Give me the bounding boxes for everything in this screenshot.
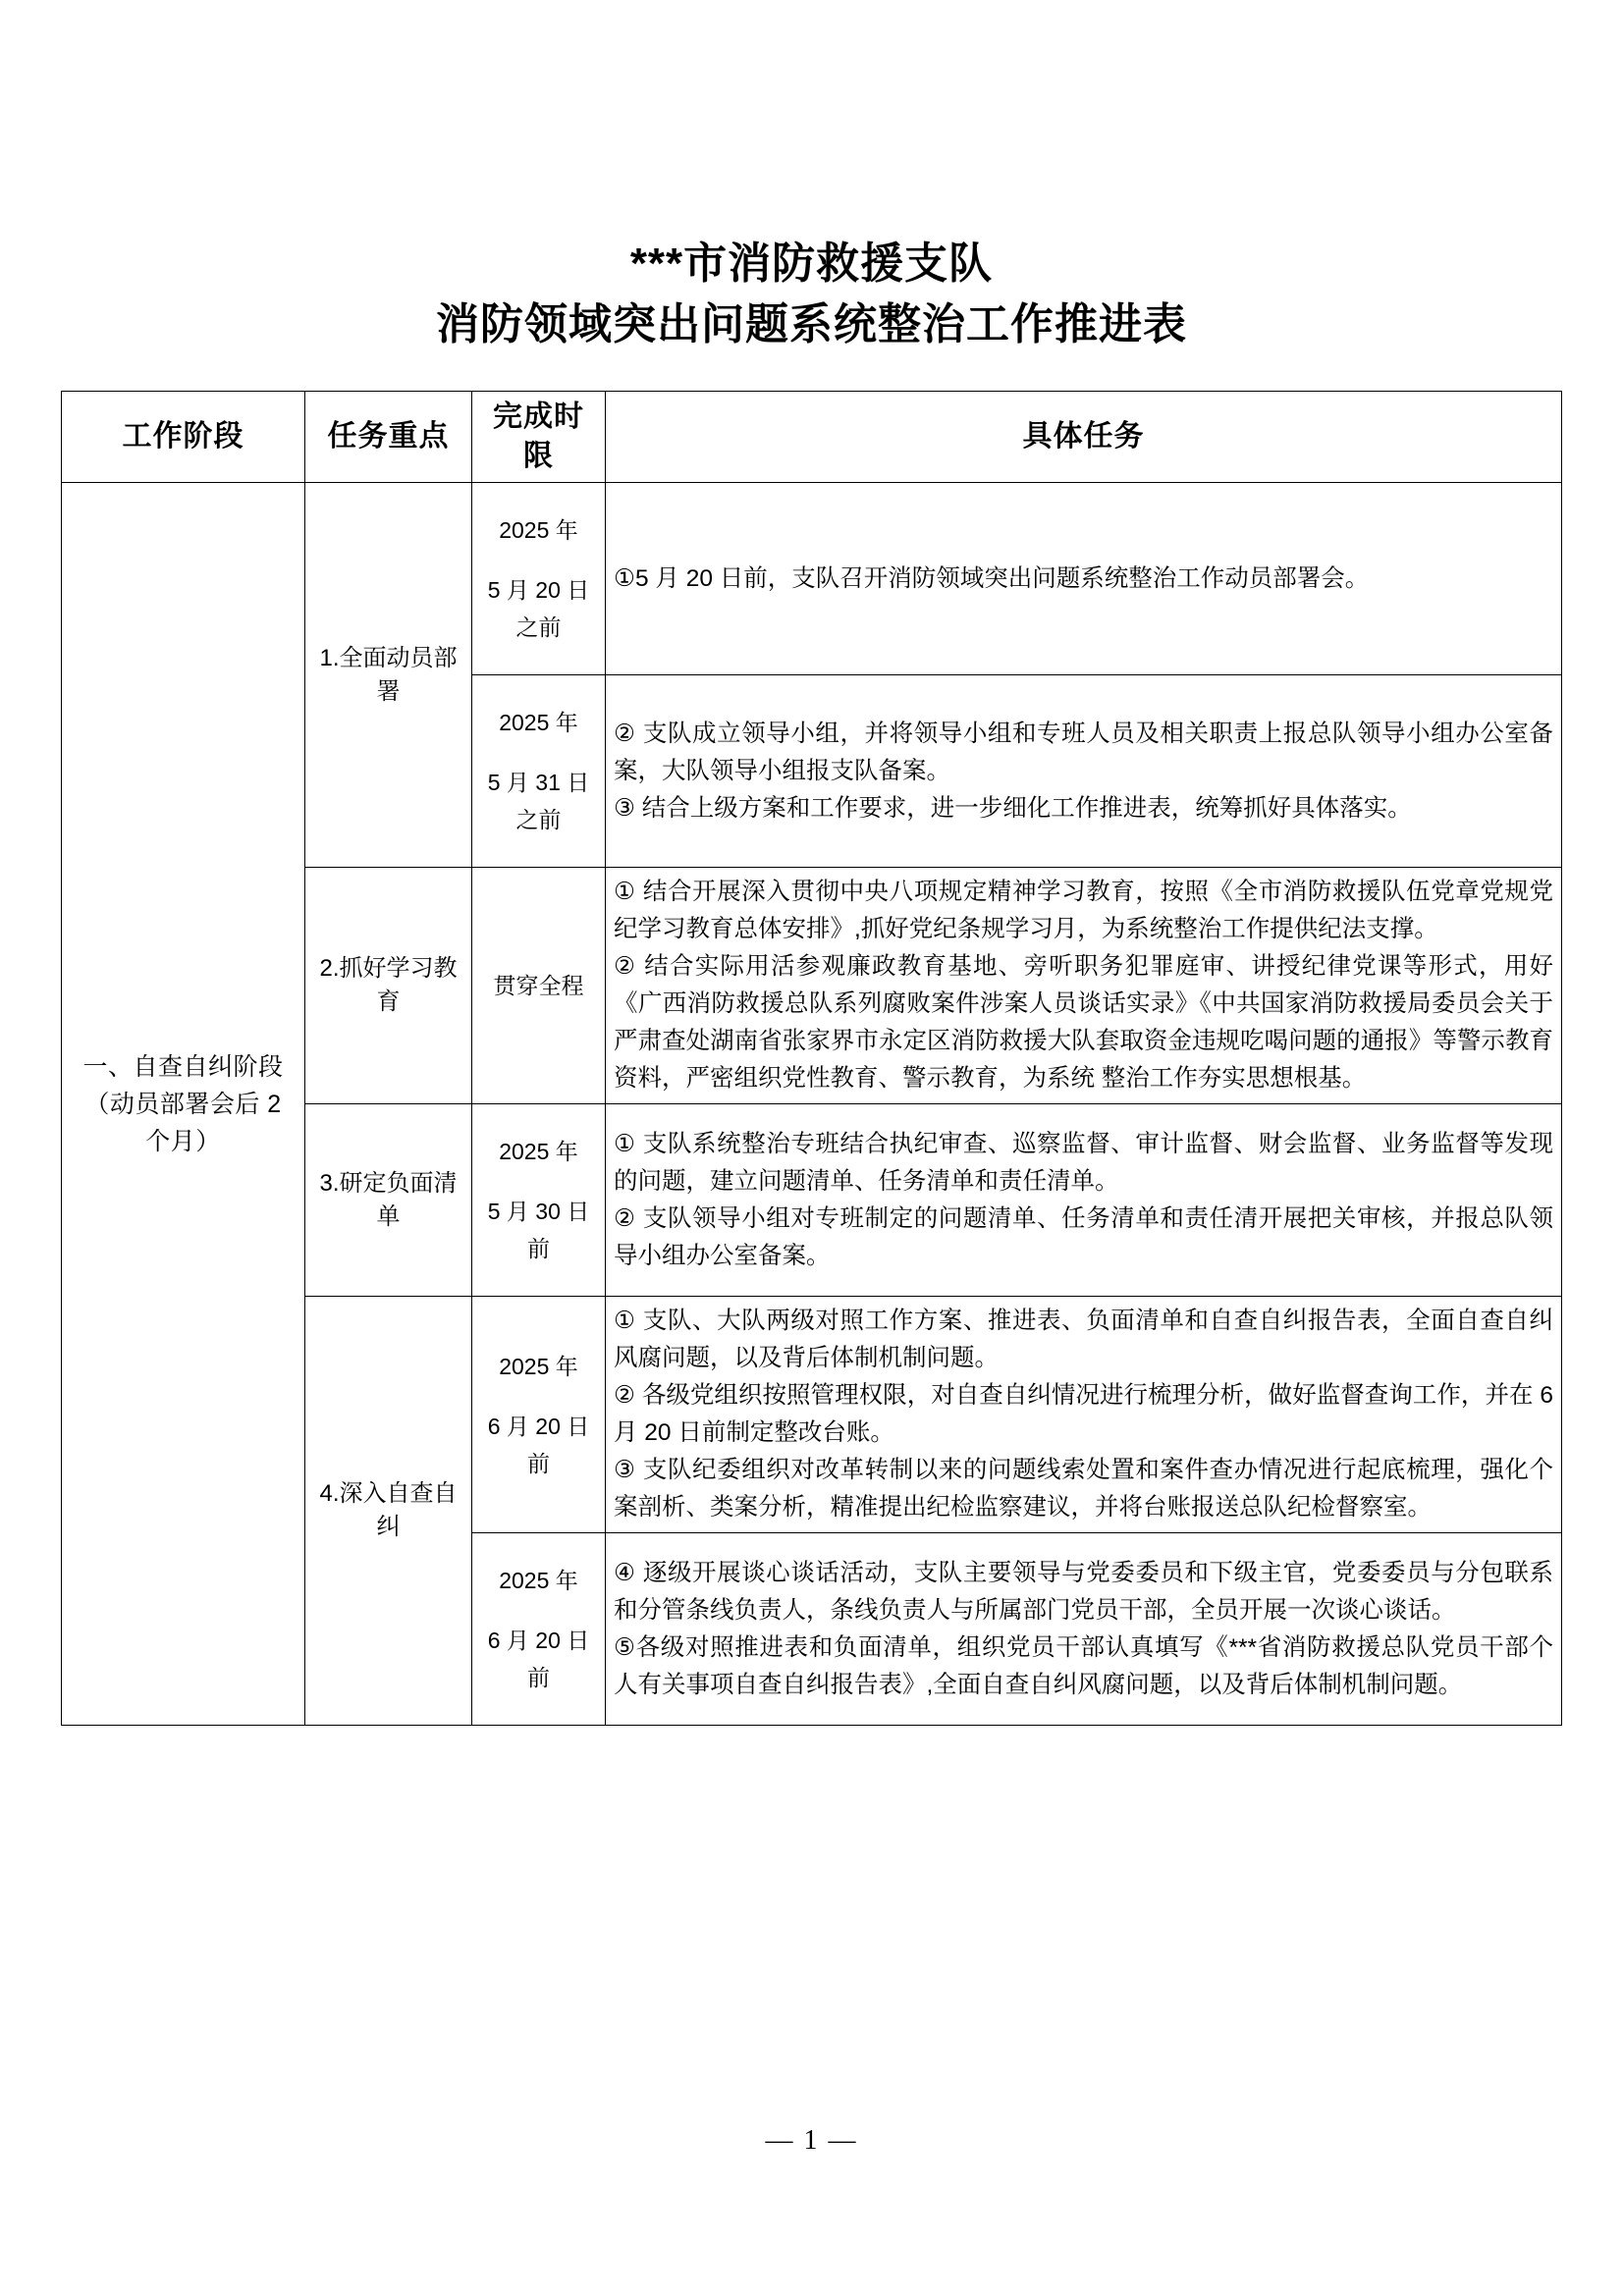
- task-cell: ④ 逐级开展谈心谈话活动，支队主要领导与党委委员和下级主官，党委委员与分包联系和分管条线负责人，条线负责人与所属部门党员干部，全员开展一次谈心谈话。 ⑤各级对照推进表和负面清单，组织党员干部认真填写《***省消防救援总队党员干部个人有关事项自查自纠报告表》,全面自查自纠风腐问题，以及背后体制机制问题。: [606, 1533, 1562, 1726]
- title-line-1: ***市消防救援支队: [629, 240, 994, 288]
- stage-cell-self-inspection: 一、自查自纠阶段（动员部署会后 2 个月）: [62, 483, 305, 1726]
- deadline-cell: 2025 年 5 月 30 日前: [472, 1104, 606, 1297]
- focus-cell-mobilization: 1.全面动员部署: [305, 483, 472, 868]
- task-cell: ② 支队成立领导小组，并将领导小组和专班人员及相关职责上报总队领导小组办公室备案，大队领导小组报支队备案。 ③ 结合上级方案和工作要求，进一步细化工作推进表，统筹抓好具体落实。: [606, 675, 1562, 868]
- table-header-row: [62, 392, 1562, 483]
- task-cell: ① 支队系统整治专班结合执纪审查、巡察监督、审计监督、财会监督、业务监督等发现的问题，建立问题清单、任务清单和责任清单。 ② 支队领导小组对专班制定的问题清单、任务清单和责任清开展把关审核，并报总队领导小组办公室备案。: [606, 1104, 1562, 1297]
- work-plan-table: [61, 391, 1562, 1726]
- deadline-cell: 贯穿全程: [472, 868, 606, 1104]
- task-cell: ① 结合开展深入贯彻中央八项规定精神学习教育，按照《全市消防救援队伍党章党规党纪学习教育总体安排》,抓好党纪条规学习月，为系统整治工作提供纪法支撑。 ② 结合实际用活参观廉政教育基地、旁听职务犯罪庭审、讲授纪律党课等形式，用好《广西消防救援总队系列腐败案件涉案人员谈话实录》《中共国家消防救援局委员会关于严肃查处湖南省张家界市永定区消防救援大队套取资金违规吃喝问题的通报》等警示教育资料，严密组织党性教育、警示教育，为系统 整治工作夯实思想根基。: [606, 868, 1562, 1104]
- deadline-cell: 2025 年 5 月 20 日之前: [472, 483, 606, 675]
- focus-cell-self-correction: 4.深入自查自纠: [305, 1297, 472, 1726]
- table-row: [62, 483, 1562, 675]
- header-focus: 任务重点: [305, 392, 472, 483]
- header-deadline: 完成时限: [472, 392, 606, 483]
- document-title: [0, 234, 1623, 355]
- focus-cell-education: 2.抓好学习教育: [305, 868, 472, 1104]
- task-cell: ① 支队、大队两级对照工作方案、推进表、负面清单和自查自纠报告表，全面自查自纠风腐问题，以及背后体制机制问题。 ② 各级党组织按照管理权限，对自查自纠情况进行梳理分析，做好监督查询工作，并在 6 月 20 日前制定整改台账。 ③ 支队纪委组织对改革转制以来的问题线索处置和案件查办情况进行起底梳理，强化个案剖析、类案分析，精准提出纪检监察建议，并将台账报送总队纪检督察室。: [606, 1297, 1562, 1533]
- header-stage: 工作阶段: [62, 392, 305, 483]
- deadline-cell: 2025 年 5 月 31 日之前: [472, 675, 606, 868]
- task-cell: ①5 月 20 日前，支队召开消防领域突出问题系统整治工作动员部署会。: [606, 483, 1562, 675]
- page-number: — 1 —: [765, 2125, 858, 2156]
- focus-cell-negative-list: 3.研定负面清单: [305, 1104, 472, 1297]
- header-task: 具体任务: [606, 392, 1562, 483]
- deadline-cell: 2025 年 6 月 20 日前: [472, 1297, 606, 1533]
- title-line-2: 消防领域突出问题系统整治工作推进表: [436, 300, 1187, 348]
- deadline-cell: 2025 年 6 月 20 日前: [472, 1533, 606, 1726]
